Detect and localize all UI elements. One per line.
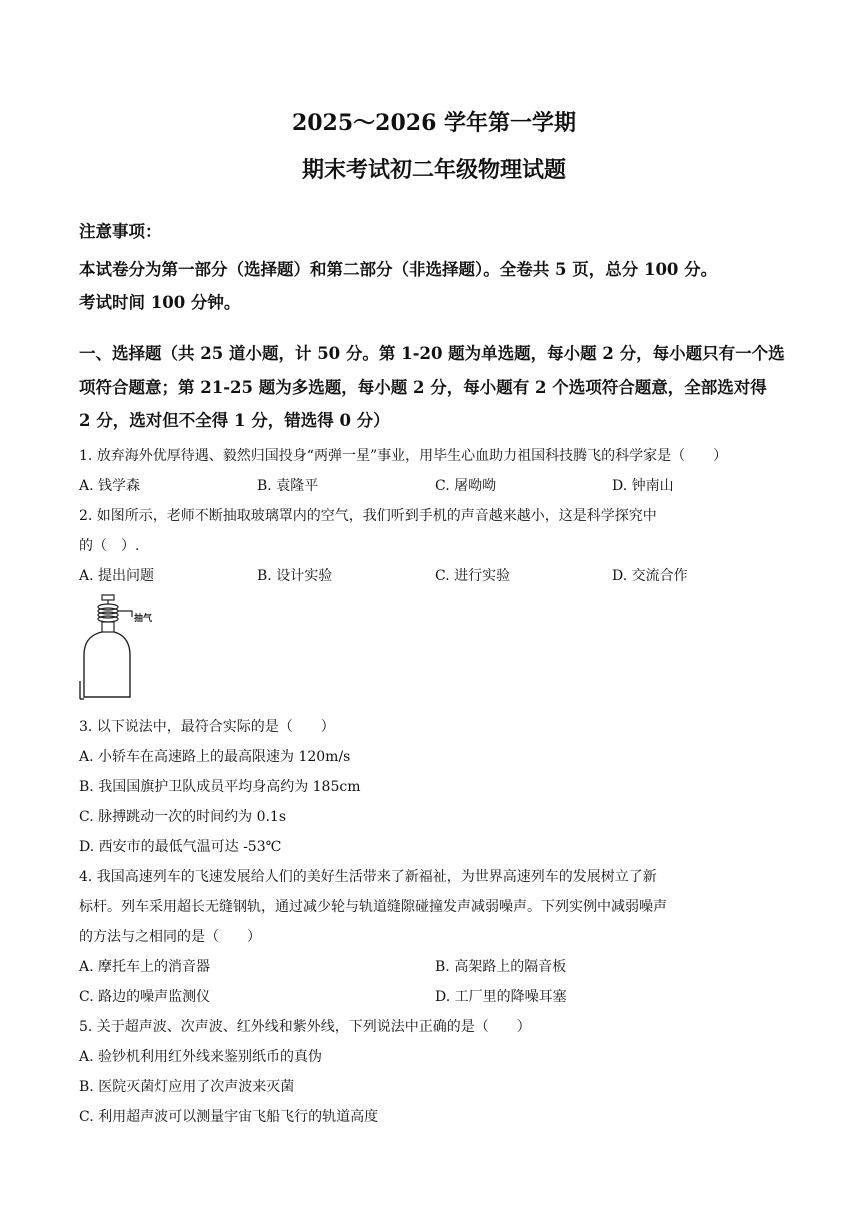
notice-heading: 注意事项： (79, 222, 162, 241)
question-2-option-d: D. 交流合作 (612, 568, 688, 584)
notice-line-1: 本试卷分为第一部分（选择题）和第二部分（非选择题）。全卷共 5 页，总分 100 分。 (79, 260, 718, 279)
bell-jar-figure (78, 593, 160, 705)
question-1-stem: 1. 放弃海外优厚待遇、毅然归国投身“两弹一星”事业，用毕生心血助力祖国科技腾飞的科学家是（ ） (79, 448, 728, 464)
exam-title-line1: 2025～2026 学年第一学期 (291, 110, 577, 136)
question-1-option-a: A. 钱学森 (79, 478, 141, 494)
question-2-option-c: C. 进行实验 (435, 568, 511, 584)
exam-title-line2: 期末考试初二年级物理试题 (301, 157, 566, 183)
question-2-option-a: A. 提出问题 (79, 568, 155, 584)
bell-jar-drawing (78, 593, 160, 705)
question-1-option-b: B. 袁隆平 (257, 478, 319, 494)
question-5-stem: 5. 关于超声波、次声波、红外线和紫外线，下列说法中正确的是（ ） (79, 1019, 531, 1035)
question-3-option-d: D. 西安市的最低气温可达 -53℃ (79, 839, 282, 855)
notice-line-2: 考试时间 100 分钟。 (79, 293, 241, 312)
question-4-stem-line-2: 标杆。列车采用超长无缝钢轨，通过减少轮与轨道缝隙碰撞发声减弱噪声。下列实例中减弱噪声 (79, 899, 667, 915)
question-5-option-c: C. 利用超声波可以测量宇宙飞船飞行的轨道高度 (79, 1109, 379, 1125)
section1-line-2: 项符合题意；第 21-25 题为多选题，每小题 2 分，每小题有 2 个选项符合题意，全部选对得 (79, 378, 767, 397)
question-3-option-b: B. 我国国旗护卫队成员平均身高约为 185cm (79, 779, 361, 795)
pump-label: 抽气 (134, 614, 153, 624)
question-4-option-d: D. 工厂里的降噪耳塞 (435, 989, 567, 1005)
question-3-option-a: A. 小轿车在高速路上的最高限速为 120m/s (79, 749, 351, 765)
question-5-option-b: B. 医院灭菌灯应用了次声波来灭菌 (79, 1079, 295, 1095)
question-2-stem-line-2: 的（ ）. (79, 538, 140, 554)
section1-line-3: 2 分，选对但不全得 1 分，错选得 0 分） (79, 411, 390, 430)
question-1-option-c: C. 屠呦呦 (435, 478, 497, 494)
question-3-stem: 3. 以下说法中，最符合实际的是（ ） (79, 719, 335, 735)
question-2-option-b: B. 设计实验 (257, 568, 333, 584)
question-1-option-d: D. 钟南山 (612, 478, 674, 494)
question-5-option-a: A. 验钞机利用红外线来鉴别纸币的真伪 (79, 1049, 323, 1065)
question-2-stem-line-1: 2. 如图所示，老师不断抽取玻璃罩内的空气，我们听到手机的声音越来越小，这是科学探究中 (79, 508, 657, 524)
question-4-option-c: C. 路边的噪声监测仪 (79, 989, 211, 1005)
question-4-option-a: A. 摩托车上的消音器 (79, 959, 211, 975)
question-4-option-b: B. 高架路上的隔音板 (435, 959, 567, 975)
question-4-stem-line-1: 4. 我国高速列车的飞速发展给人们的美好生活带来了新福祉，为世界高速列车的发展树立了新 (79, 869, 657, 885)
question-3-option-c: C. 脉搏跳动一次的时间约为 0.1s (79, 809, 287, 825)
section1-line-1: 一、选择题（共 25 道小题，计 50 分。第 1-20 题为单选题，每小题 2 分，每小题只有一个选 (79, 344, 785, 363)
question-4-stem-line-3: 的方法与之相同的是（ ） (79, 929, 261, 945)
